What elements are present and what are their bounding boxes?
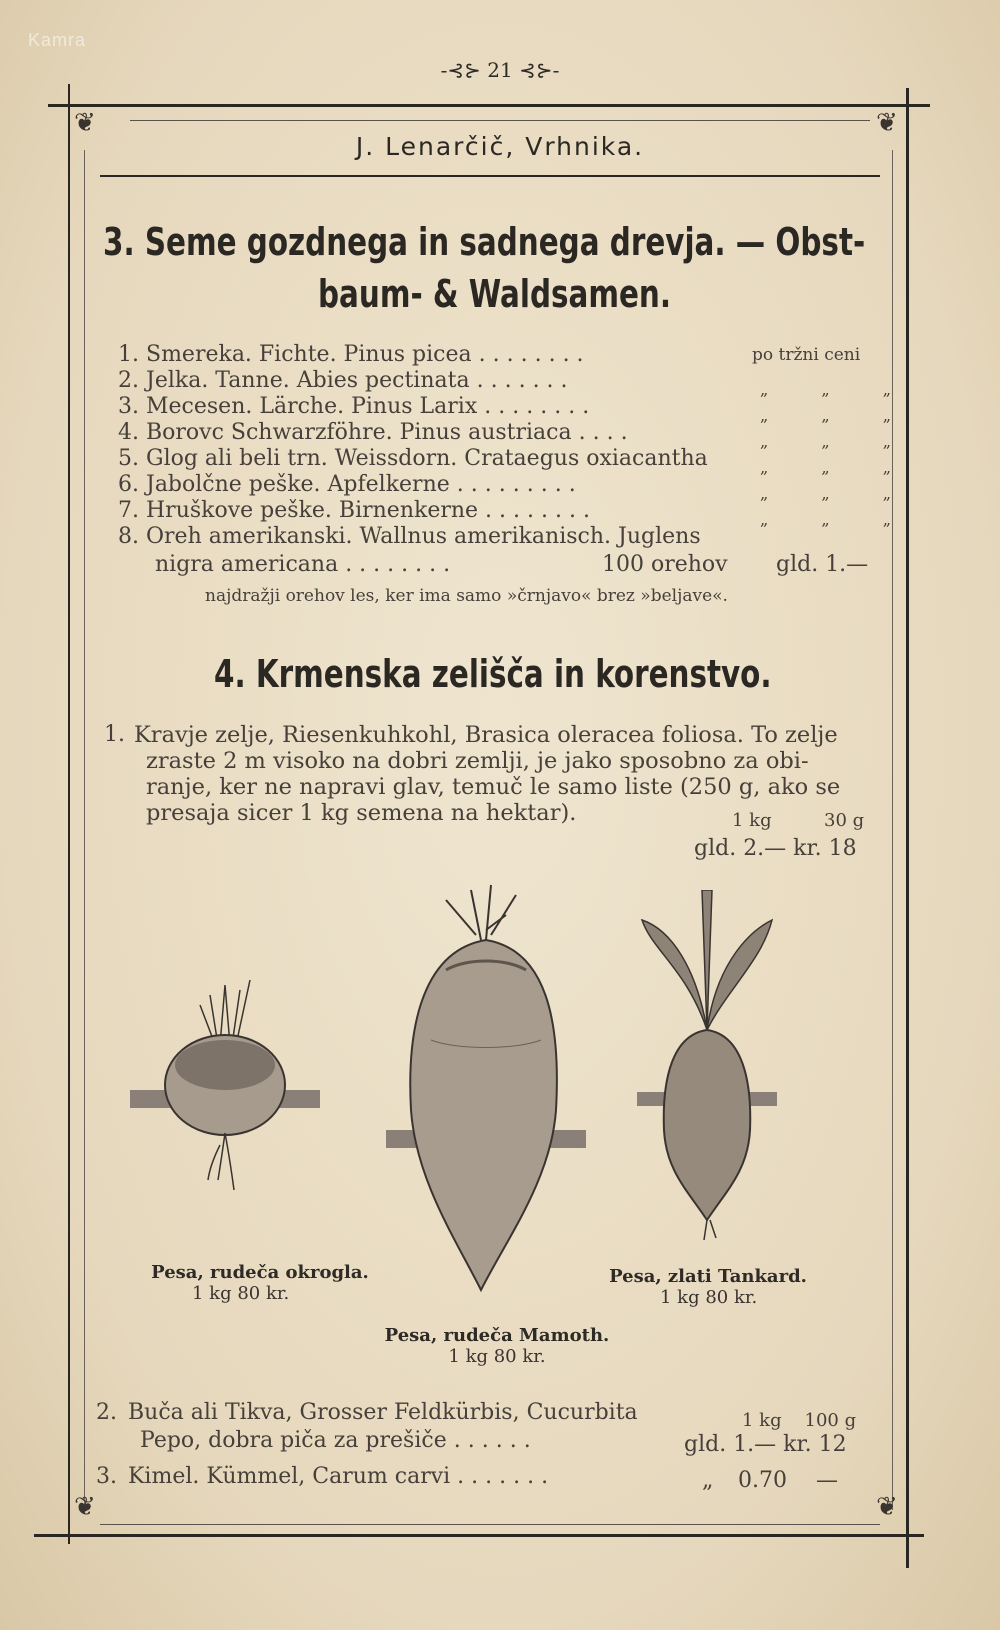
caption-price: 1 kg 80 kr. xyxy=(660,1287,758,1308)
item1-unit-kg: 1 kg xyxy=(732,810,772,831)
item-number: 4. xyxy=(118,420,139,445)
page-number xyxy=(0,58,1000,82)
leader-dots: ....... xyxy=(476,368,575,393)
leader-dots: ....... xyxy=(457,1464,556,1489)
ditto-marks: „ „ „ xyxy=(760,484,916,503)
item-number: 2. xyxy=(118,368,139,393)
item-number: 3. xyxy=(118,394,139,419)
item1-line: presaja sicer 1 kg semena na hektar). xyxy=(146,800,577,826)
ditto-marks: „ „ „ xyxy=(760,380,916,399)
ornament-left: -⊰⊱ xyxy=(440,58,481,82)
caption-price: 1 kg 80 kr. xyxy=(192,1283,290,1304)
caption-title: Pesa, rudeča Mamoth. xyxy=(384,1325,610,1346)
item1-line: zraste 2 m visoko na dobri zemlji, je jako sposobno za obi- xyxy=(146,748,809,774)
page-number-value: 21 xyxy=(487,58,513,82)
section3-title-line2: baum- & Waldsamen. xyxy=(318,272,672,316)
item-text: Mecesen. Lärche. Pinus Larix xyxy=(146,394,478,419)
list-item xyxy=(118,394,596,419)
item8-price: gld. 1.— xyxy=(776,552,869,577)
round-red-beet-illustration xyxy=(130,965,320,1225)
ornament-right: ⊰⊱- xyxy=(519,58,560,82)
mammoth-beet-illustration xyxy=(386,880,586,1300)
list-item xyxy=(118,420,635,445)
top-rule xyxy=(48,104,930,107)
item3-number: 3. xyxy=(96,1464,117,1489)
item-text: Jabolčne peške. Apfelkerne xyxy=(146,472,450,497)
caption-mammoth-beet xyxy=(352,1325,642,1367)
leader-dots: ........ xyxy=(485,498,597,523)
left-rule xyxy=(68,84,70,1544)
header-top-rule xyxy=(130,120,870,121)
item2-units: 1 kg 100 g xyxy=(742,1410,857,1431)
inner-right-rule xyxy=(892,150,893,1510)
item8-quantity: 100 orehov xyxy=(602,552,728,577)
ditto-marks: „ „ „ xyxy=(760,510,916,529)
item3-dash: — xyxy=(816,1468,838,1493)
item-text: Glog ali beli trn. Weissdorn. Crataegus oxiacantha xyxy=(146,446,708,471)
item-text: Jelka. Tanne. Abies pectinata xyxy=(146,368,470,393)
leader-dots: ........ xyxy=(484,394,597,419)
corner-ornament-bottom-left: ❦ xyxy=(74,1492,96,1522)
item3-text xyxy=(128,1464,555,1489)
price-header: po tržni ceni xyxy=(752,345,861,365)
section3-note: najdražji orehov les, ker ima samo »črnjavo« brez »beljave«. xyxy=(205,586,728,606)
item1-line: ranje, ker ne napravi glav, temuč le samo liste (250 g, ako se xyxy=(146,774,841,800)
ditto-marks: „ „ „ xyxy=(760,432,916,451)
leader-dots: ...... xyxy=(453,1428,538,1453)
leader-dots: ........ xyxy=(478,342,591,367)
ditto-marks: „ „ „ xyxy=(760,458,916,477)
item-text: Kimel. Kümmel, Carum carvi xyxy=(128,1464,451,1489)
caption-tankard-beet xyxy=(588,1266,828,1308)
item-number: 5. xyxy=(118,446,139,471)
list-item xyxy=(118,524,701,549)
inner-left-rule xyxy=(84,150,85,1510)
item-text: Hruškove peške. Birnenkerne xyxy=(146,498,479,523)
item2-line2 xyxy=(140,1428,538,1453)
firm-header: J. Lenarčič, Vrhnika. xyxy=(355,132,645,161)
right-rule xyxy=(906,88,909,1568)
item1-number: 1. xyxy=(104,722,125,747)
caption-price: 1 kg 80 kr. xyxy=(448,1346,546,1367)
item1-line: Kravje zelje, Riesenkuhkohl, Brasica oleracea foliosa. To zelje xyxy=(134,722,838,748)
item1-unit-g: 30 g xyxy=(824,810,865,831)
footer-rule xyxy=(100,1524,880,1525)
list-item xyxy=(118,498,597,523)
caption-title: Pesa, rudeča okrogla. xyxy=(151,1262,369,1283)
corner-ornament-top-left: ❦ xyxy=(74,108,96,138)
item-text: Oreh amerikanski. Wallnus amerikanisch. Juglens xyxy=(146,524,701,549)
leader-dots: ........ xyxy=(345,552,458,577)
caption-round-red-beet xyxy=(130,1262,390,1304)
list-item xyxy=(118,342,591,367)
watermark: Kamra xyxy=(28,30,87,50)
item-text: nigra americana xyxy=(155,552,339,577)
list-item xyxy=(118,472,583,497)
corner-ornament-bottom-right: ❦ xyxy=(876,1492,898,1522)
caption-title: Pesa, zlati Tankard. xyxy=(609,1266,807,1287)
leader-dots: ......... xyxy=(456,472,583,497)
golden-tankard-beet-illustration xyxy=(632,890,782,1240)
item2-number: 2. xyxy=(96,1400,117,1425)
item2-price: gld. 1.— kr. 12 xyxy=(684,1432,847,1457)
item2-line1: Buča ali Tikva, Grosser Feldkürbis, Cucurbita xyxy=(128,1400,638,1425)
item1-price: gld. 2.— kr. 18 xyxy=(694,836,857,861)
item-text: Borovc Schwarzföhre. Pinus austriaca xyxy=(146,420,572,445)
corner-ornament-top-right: ❦ xyxy=(876,108,898,138)
item-number: 8. xyxy=(118,524,139,549)
list-item-continuation xyxy=(155,552,457,577)
section3-title-line1: 3. Seme gozdnega in sadnega drevja. — Obst- xyxy=(103,220,866,264)
list-item xyxy=(118,446,708,471)
item-text: Pepo, dobra piča za prešiče xyxy=(140,1428,447,1453)
item-number: 1. xyxy=(118,342,139,367)
leader-dots: .... xyxy=(578,420,635,445)
item-number: 6. xyxy=(118,472,139,497)
section4-title: 4. Krmenska zelišča in korenstvo. xyxy=(214,652,772,696)
item3-price: 0.70 xyxy=(738,1468,787,1493)
bottom-rule xyxy=(34,1534,924,1537)
item3-ditto: „ xyxy=(702,1468,714,1493)
ditto-marks: „ „ „ xyxy=(760,406,916,425)
list-item xyxy=(118,368,575,393)
header-bottom-rule xyxy=(100,175,880,177)
item-number: 7. xyxy=(118,498,139,523)
item-text: Smereka. Fichte. Pinus picea xyxy=(146,342,472,367)
